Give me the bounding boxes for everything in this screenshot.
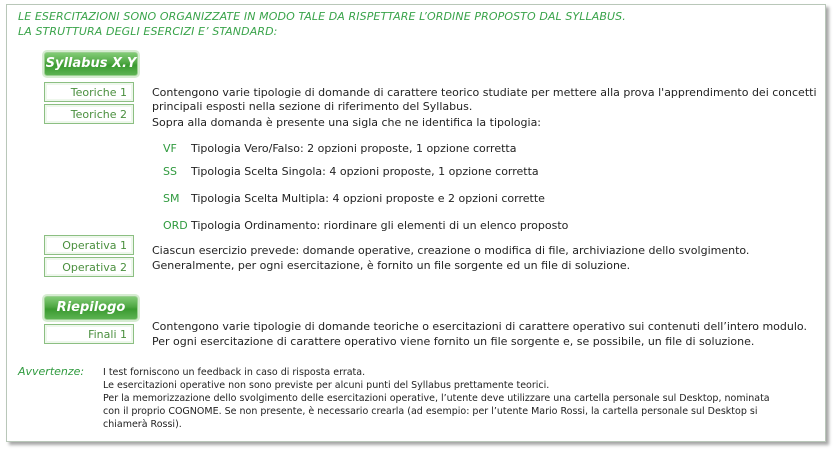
header-line-2: LA STRUTTURA DEGLI ESERCIZI E’ STANDARD:	[18, 25, 278, 38]
operative-text-1: Ciascun esercizio prevede: domande operative, creazione o modifica di file, archiviazione dello svolgimento.	[152, 244, 750, 257]
type-desc-ss: Tipologia Scelta Singola: 4 opzioni proposte, 1 opzione corretta	[191, 165, 539, 178]
tag-teoriche-1: Teoriche 1	[44, 82, 134, 102]
avvertenze-title: Avvertenze:	[18, 365, 85, 378]
avvertenze-line-4: con il proprio COGNOME. Se non presente, è necessario crearla (ad esempio: per l’utente Mario Rossi, la cartella personale sul Desktop si	[103, 406, 758, 417]
avvertenze-line-1: I test forniscono un feedback in caso di risposta errata.	[103, 367, 366, 378]
avvertenze-line-3: Per la memorizzazione dello svolgimento delle esercitazioni operative, l’utente deve utilizzare una cartella personale sul Desktop, nominata	[103, 393, 770, 404]
tag-teoriche-2: Teoriche 2	[44, 104, 134, 124]
riepilogo-text-2: Per ogni esercitazione di carattere operativo viene fornito un file sorgente e, se possibile, un file di soluzione.	[152, 335, 755, 348]
tag-operativa-2: Operativa 2	[44, 257, 134, 277]
type-code-vf: VF	[163, 142, 177, 155]
riepilogo-title-badge: Riepilogo	[44, 296, 138, 320]
avvertenze-line-5: chiamerà Rossi).	[103, 419, 182, 430]
syllabus-text-3: Sopra alla domanda è presente una sigla che ne identifica la tipologia:	[152, 116, 542, 129]
riepilogo-text-1: Contengono varie tipologie di domande teoriche o esercitazioni di carattere operativo sui contenuti dell’intero modulo.	[152, 320, 807, 333]
type-desc-vf: Tipologia Vero/Falso: 2 opzioni proposte, 1 opzione corretta	[191, 142, 517, 155]
header-line-1: LE ESERCITAZIONI SONO ORGANIZZATE IN MODO TALE DA RISPETTARE L’ORDINE PROPOSTO DAL SYLLABUS.	[18, 10, 626, 23]
tag-finali-1: Finali 1	[44, 324, 134, 344]
syllabus-text-1: Contengono varie tipologie di domande di carattere teorico studiate per mettere alla prova l'apprendimento dei concetti	[152, 86, 817, 99]
syllabus-text-2: principali esposti nella sezione di riferimento del Syllabus.	[152, 100, 473, 113]
operative-text-2: Generalmente, per ogni esercitazione, è fornito un file sorgente ed un file di soluzione.	[152, 259, 631, 272]
type-desc-sm: Tipologia Scelta Multipla: 4 opzioni proposte e 2 opzioni corrette	[191, 192, 545, 205]
type-desc-ord: Tipologia Ordinamento: riordinare gli elementi di un elenco proposto	[191, 219, 569, 232]
type-code-ord: ORD	[163, 219, 188, 232]
syllabus-title-badge: Syllabus X.Y	[44, 52, 138, 76]
tag-operativa-1: Operativa 1	[44, 235, 134, 255]
type-code-sm: SM	[163, 192, 180, 205]
avvertenze-line-2: Le esercitazioni operative non sono previste per alcuni punti del Syllabus prettamente teorici.	[103, 380, 550, 391]
type-code-ss: SS	[163, 165, 177, 178]
